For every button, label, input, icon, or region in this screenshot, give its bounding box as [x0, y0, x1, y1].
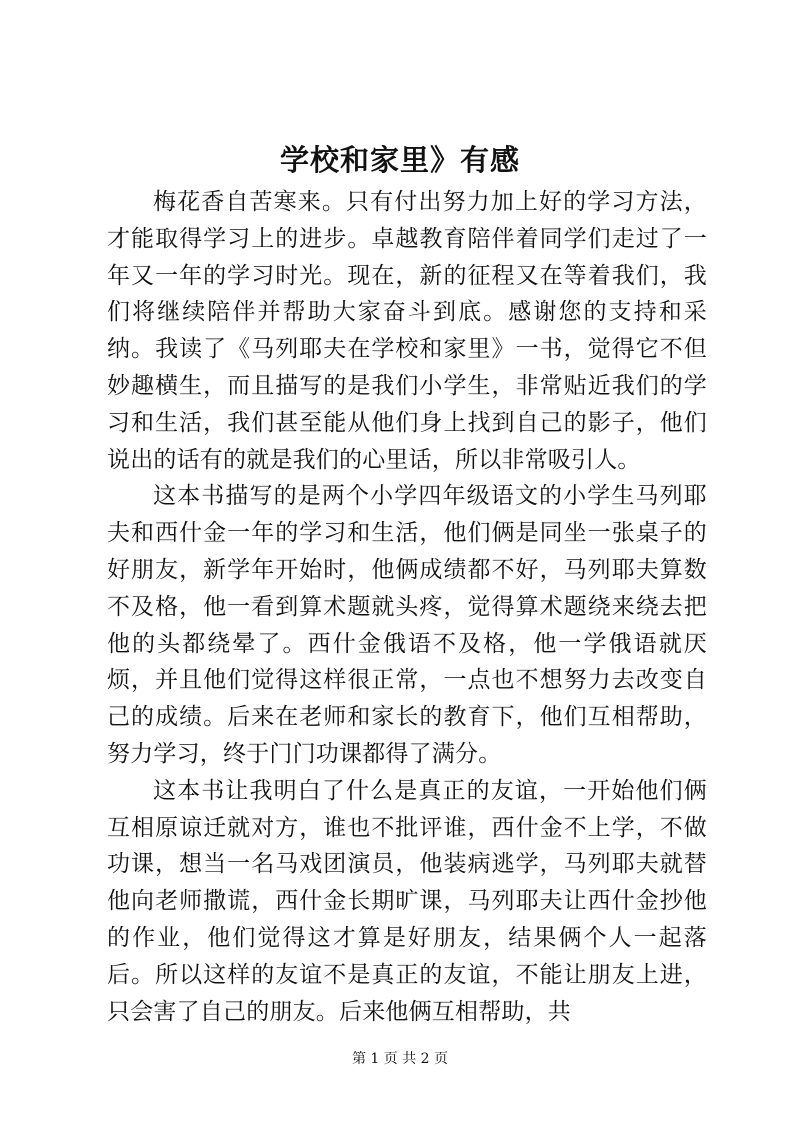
page-number-label: 第 1 页 共 2 页: [351, 1051, 449, 1067]
page-footer: [0, 1049, 800, 1069]
page-title: 学校和家里》有感: [279, 143, 520, 177]
document-body: [107, 184, 707, 1030]
paragraph-1: 梅花香自苦寒来。只有付出努力加上好的学习方法，才能取得学习上的进步。卓越教育陪伴着同学们走过了一年又一年的学习时光。现在，新的征程又在等着我们，我们将继续陪伴并帮助大家奋斗到底。感谢您的支持和采纳。我读了《马列耶夫在学校和家里》一书，觉得它不但妙趣横生，而且描写的是我们小学生，非常贴近我们的学习和生活，我们甚至能从他们身上找到自己的影子，他们说出的话有的就是我们的心里话，所以非常吸引人。: [107, 189, 707, 473]
paragraph-2: 这本书描写的是两个小学四年级语文的小学生马列耶夫和西什金一年的学习和生活，他们俩是同坐一张桌子的好朋友，新学年开始时，他俩成绩都不好，马列耶夫算数不及格，他一看到算术题就头疼，觉得算术题绕来绕去把他的头都绕晕了。西什金俄语不及格，他一学俄语就厌烦，并且他们觉得这样很正常，一点也不想努力去改变自己的成绩。后来在老师和家长的教育下，他们互相帮助，努力学习，终于门门功课都得了满分。: [107, 483, 707, 767]
paragraph-3: 这本书让我明白了什么是真正的友谊，一开始他们俩互相原谅迁就对方，谁也不批评谁，西什金不上学，不做功课，想当一名马戏团演员，他装病逃学，马列耶夫就替他向老师撒谎，西什金长期旷课，马列耶夫让西什金抄他的作业，他们觉得这才算是好朋友，结果俩个人一起落后。所以这样的友谊不是真正的友谊，不能让朋友上进，只会害了自己的朋友。后来他俩互相帮助，共: [107, 777, 707, 1025]
